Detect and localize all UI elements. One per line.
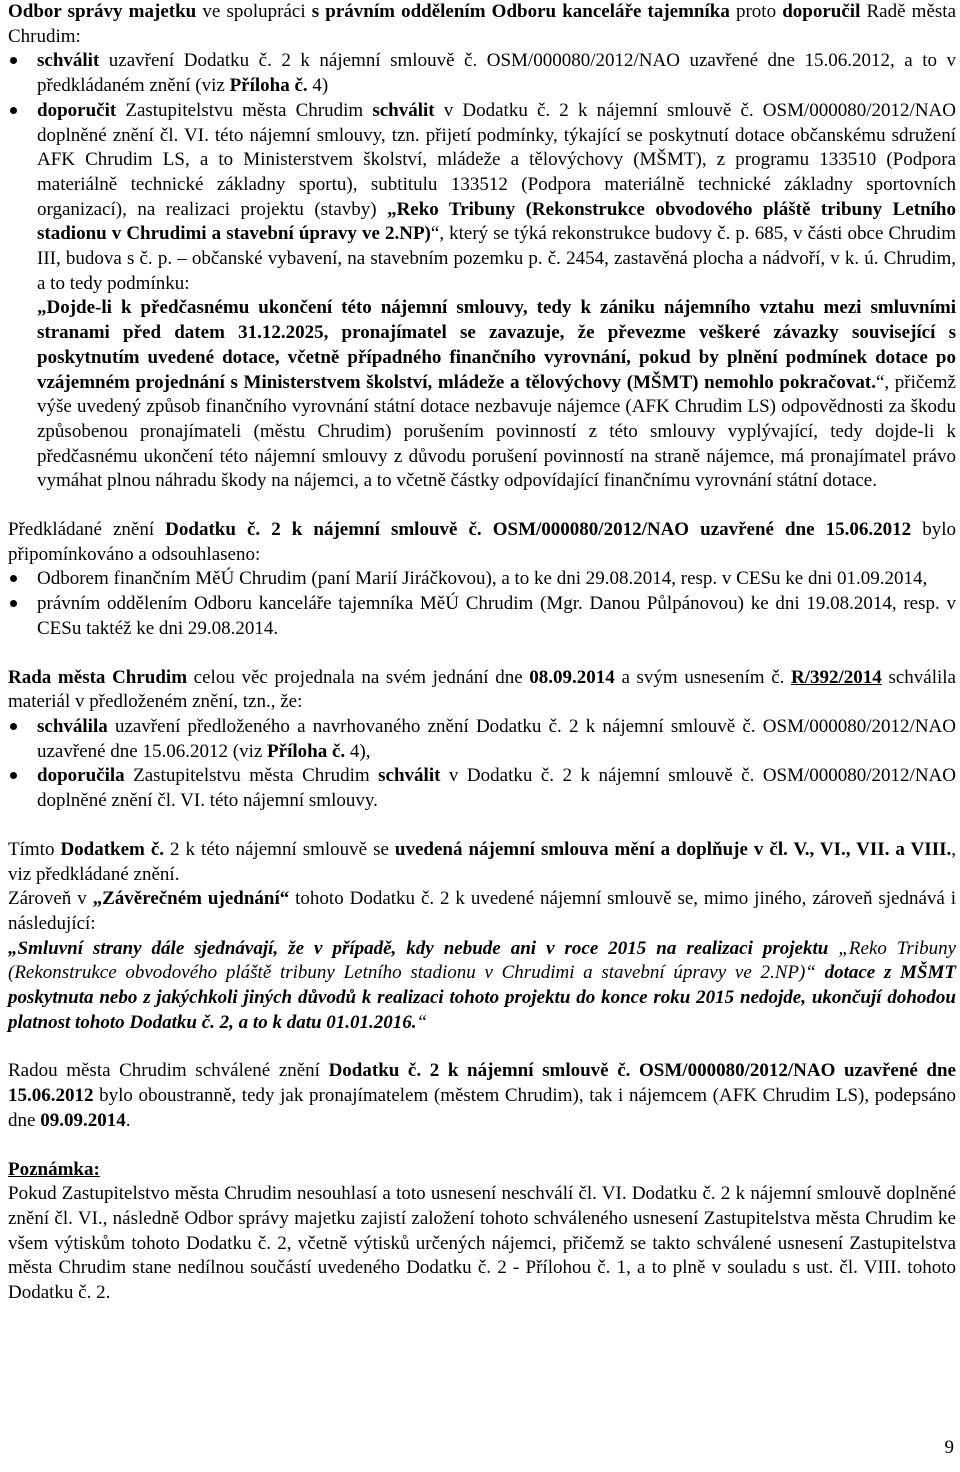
- page-number: 9: [944, 1437, 954, 1458]
- list-item: doporučit Zastupitelstvu města Chrudim schválit v Dodatku č. 2 k nájemní smlouvě č. OSM/000080/2012/NAO doplněné znění čl. VI. této nájemní smlouvy, tzn. přijetí podmínky, týkající se poskytnutí dotace občanskému sdružení AFK Chrudim LS, a to Ministerstvem školství, mládeže a tělovýchovy (MŠMT), z programu 133510 (Podpora materiálně technické základny sportu), subtitulu 133512 (Podpora materiálně technické základny sportovních organizací), na realizaci projektu (stavby) „Reko Tribuny (Rekonstrukce obvodového pláště tribuny Letního stadionu v Chrudimi a stavební úpravy ve 2.NP)“, který se týká rekonstrukce budovy č. p. 685, v části obce Chrudim III, budova s č. p. – občanské vybavení, na stavebním pozemku p. č. 2454, zastavěná plocha a nádvoří, v k. ú. Chrudim, a to tedy podmínku: „Dojde-li k předčasnému ukončení této nájemní smlouvy, tedy k zániku nájemního vztahu mezi smluvními stranami před datem 31.12.2025, pronajímatel se zavazuje, že převezme veškeré závazky související s poskytnutím uvedené dotace, včetně případného finančního vyrovnání, pokud by plnění podmínek dotace po vzájemném projednání s Ministerstvem školství, mládeže a tělovýchovy (MŠMT) nemohlo pokračovat.“, přičemž výše uvedený způsob finančního vyrovnání státní dotace nezbavuje nájemce (AFK Chrudim LS) odpovědnosti za škodu způsobenou pronajímateli (městu Chrudim) porušením povinností z této smlouvy vyplývající, tedy dojde-li k předčasnému ukončení této nájemní smlouvy z důvodu porušení povinností na straně nájemce, má pronajímatel právo vymáhat plnou náhradu škody na nájemci, a to včetně částky odpovídající finančnímu vyrovnání státní dotace.: [8, 99, 956, 494]
- review-list: [8, 567, 956, 641]
- document-page: [8, 0, 956, 1306]
- signing-paragraph: Radou města Chrudim schválené znění Dodatku č. 2 k nájemní smlouvě č. OSM/000080/2012/NAO uzavřené dne 15.06.2012 bylo oboustranně, tedy jak pronajímatelem (městem Chrudim), tak i nájemcem (AFK Chrudim LS), podepsáno dne 09.09.2014.: [8, 1060, 956, 1131]
- note-text: Pokud Zastupitelstvo města Chrudim nesouhlasí a toto usnesení neschválí čl. VI. Dodatku č. 2 k nájemní smlouvě doplněné znění čl. VI., následně Odbor správy majetku zajistí založení tohoto schváleného usnesení Zastupitelstva města Chrudim ke všem výtiskům tohoto Dodatku č. 2, včetně výtisků určených nájemci, přičemž se takto schválené usnesení Zastupitelstva města Chrudim stane nedílnou součástí uvedeného Dodatku č. 2 - Přílohou č. 1, a to plně v souladu s ust. čl. VIII. tohoto Dodatku č. 2.: [8, 1183, 956, 1304]
- list-item: schválila uzavření předloženého a navrhovaného znění Dodatku č. 2 k nájemní smlouvě č. OSM/000080/2012/NAO uzavřené dne 15.06.2012 (viz Příloha č. 4),: [8, 715, 956, 764]
- review-paragraph: Předkládané znění Dodatku č. 2 k nájemní smlouvě č. OSM/000080/2012/NAO uzavřené dne 15.06.2012 bylo připomínkováno a odsouhlaseno:: [8, 519, 957, 565]
- list-item: schválit uzavření Dodatku č. 2 k nájemní smlouvě č. OSM/000080/2012/NAO uzavřené dne 15.06.2012, a to v předkládaném znění (viz Příloha č. 4): [8, 49, 956, 98]
- quoted-agreement: „Smluvní strany dále sjednávají, že v případě, kdy nebude ani v roce 2015 na realizaci projektu „Reko Tribuny (Rekonstrukce obvodového pláště tribuny Letního stadionu v Chrudimi a stavební úpravy ve 2.NP)“ dotace z MŠMT poskytnuta nebo z jakýchkoli jiných důvodů k realizaci tohoto projektu do konce roku 2015 nedojde, ukončují dohodou platnost tohoto Dodatku č. 2, a to k datu 01.01.2016.“: [8, 937, 957, 1033]
- condition-text: „Dojde-li k předčasnému ukončení této nájemní smlouvy, tedy k zániku nájemního vztahu mezi smluvními stranami před datem 31.12.2025, pronajímatel se zavazuje, že převezme veškeré závazky související s poskytnutím uvedené dotace, včetně případného finančního vyrovnání, pokud by plnění podmínek dotace po vzájemném projednání s Ministerstvem školství, mládeže a tělovýchovy (MŠMT) nemohlo pokračovat.: [37, 297, 956, 393]
- intro-paragraph: Odbor správy majetku ve spolupráci s právním oddělením Odboru kanceláře tajemníka proto doporučil Radě města Chrudim:: [8, 1, 956, 47]
- list-item: doporučila Zastupitelstvu města Chrudim schválit v Dodatku č. 2 k nájemní smlouvě č. OSM/000080/2012/NAO doplněné znění čl. VI. této nájemní smlouvy.: [8, 764, 956, 813]
- amendment-paragraph: Tímto Dodatkem č. 2 k této nájemní smlouvě se uvedená nájemní smlouva mění a doplňuje v čl. V., VI., VII. a VIII., viz předkládané znění.: [8, 838, 956, 885]
- recommendation-list: [8, 49, 956, 494]
- council-paragraph: Rada města Chrudim celou věc projednala na svém jednání dne 08.09.2014 a svým usnesením č. R/392/2014 schválila materiál v předloženém znění, tzn., že:: [8, 666, 956, 713]
- list-item: Odborem finančním MěÚ Chrudim (paní Marií Jiráčkovou), a to ke dni 29.08.2014, resp. v CESu ke dni 01.09.2014,: [8, 567, 956, 592]
- council-list: [8, 715, 956, 814]
- final-provision-paragraph: Zároveň v „Závěrečném ujednání“ tohoto Dodatku č. 2 k uvedené nájemní smlouvě se, mimo jiného, zároveň sjednává i následující:: [8, 888, 957, 934]
- note-heading: Poznámka:: [8, 1158, 100, 1180]
- list-item: právním oddělením Odboru kanceláře tajemníka MěÚ Chrudim (Mgr. Danou Půlpánovou) ke dni 19.08.2014, resp. v CESu taktéž ke dni 29.08.2014.: [8, 592, 956, 641]
